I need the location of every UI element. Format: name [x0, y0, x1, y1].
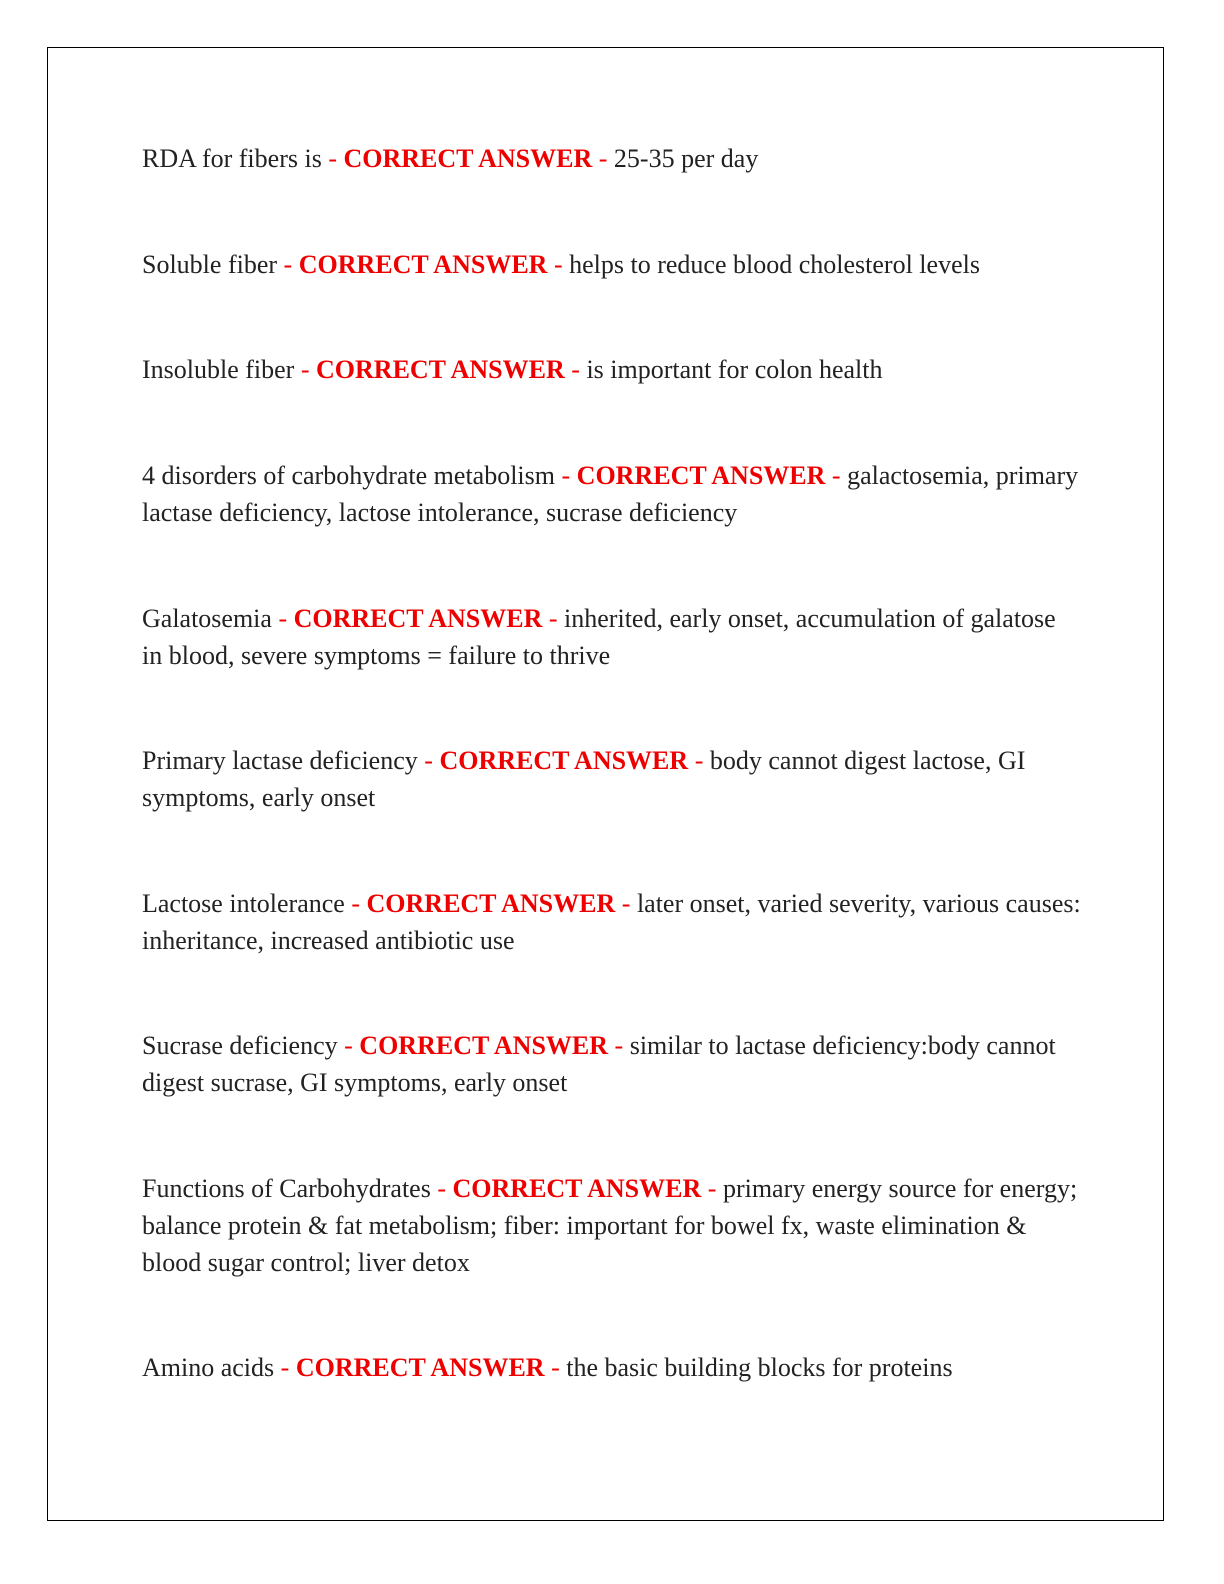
marker-dash: - [553, 250, 563, 279]
qa-item-primary-lactase [142, 742, 1082, 816]
answer: body cannot digest lactose, GI symptoms, early onset [142, 746, 1026, 812]
qa-item-carb-disorders [142, 457, 1082, 531]
qa-item-rda-fibers [142, 140, 1082, 177]
marker-dash: - [278, 604, 288, 633]
term: 4 disorders of carbohydrate metabolism [142, 461, 555, 490]
term: Galatosemia [142, 604, 272, 633]
marker-dash: - [551, 1353, 560, 1382]
correct-answer-marker: CORRECT ANSWER [295, 1353, 545, 1382]
answer: inherited, early onset, accumulation of galatose in blood, severe symptoms = failure to thrive [142, 604, 1056, 670]
answer: galactosemia, primary lactase deficiency, lactose intolerance, sucrase deficiency [142, 461, 1079, 527]
term: Lactose intolerance [142, 889, 345, 918]
term: Primary lactase deficiency [142, 746, 418, 775]
marker-dash: - [351, 889, 361, 918]
answer: is important for colon health [586, 355, 883, 384]
marker-dash: - [561, 461, 571, 490]
marker-dash: - [707, 1174, 717, 1203]
marker-dash: - [614, 1031, 624, 1060]
correct-answer-marker: CORRECT ANSWER [298, 250, 548, 279]
correct-answer-marker: CORRECT ANSWER [366, 889, 616, 918]
qa-item-sucrase-deficiency [142, 1027, 1082, 1101]
marker-dash: - [831, 461, 841, 490]
qa-item-carb-functions [142, 1170, 1082, 1281]
qa-item-amino-acids [142, 1349, 1082, 1386]
answer: 25-35 per day [613, 144, 759, 173]
correct-answer-marker: CORRECT ANSWER [343, 144, 593, 173]
qa-item-insoluble-fiber [142, 351, 1082, 388]
qa-item-soluble-fiber [142, 246, 1082, 283]
marker-dash: - [694, 746, 704, 775]
marker-dash: - [424, 746, 433, 775]
correct-answer-marker: CORRECT ANSWER [439, 746, 689, 775]
marker-dash: - [328, 144, 337, 173]
marker-dash: - [437, 1174, 447, 1203]
answer: similar to lactase deficiency:body cannot digest sucrase, GI symptoms, early onset [142, 1031, 1056, 1097]
marker-dash: - [571, 355, 580, 384]
answer: helps to reduce blood cholesterol levels [569, 250, 980, 279]
marker-dash: - [548, 604, 558, 633]
term: Amino acids [142, 1353, 275, 1382]
marker-dash: - [621, 889, 631, 918]
term: Sucrase deficiency [142, 1031, 338, 1060]
qa-item-lactose-intolerance [142, 885, 1082, 959]
correct-answer-marker: CORRECT ANSWER [359, 1031, 609, 1060]
term: Insoluble fiber [142, 355, 295, 384]
marker-dash: - [598, 144, 608, 173]
correct-answer-marker: CORRECT ANSWER [576, 461, 826, 490]
term: RDA for fibers is [142, 144, 322, 173]
answer: the basic building blocks for proteins [566, 1353, 953, 1382]
term: Functions of Carbohydrates [142, 1174, 431, 1203]
answer: later onset, varied severity, various causes: inheritance, increased antibiotic use [142, 889, 1081, 955]
correct-answer-marker: CORRECT ANSWER [293, 604, 543, 633]
marker-dash: - [280, 1353, 290, 1382]
term: Soluble fiber [142, 250, 278, 279]
qa-item-galatosemia [142, 600, 1082, 674]
marker-dash: - [300, 355, 310, 384]
correct-answer-marker: CORRECT ANSWER [316, 355, 565, 384]
marker-dash: - [283, 250, 293, 279]
answer: primary energy source for energy; balance protein & fat metabolism; fiber: important for bowel fx, waste elimination & blood sugar control; liver detox [142, 1174, 1078, 1277]
correct-answer-marker: CORRECT ANSWER [452, 1174, 702, 1203]
marker-dash: - [344, 1031, 353, 1060]
